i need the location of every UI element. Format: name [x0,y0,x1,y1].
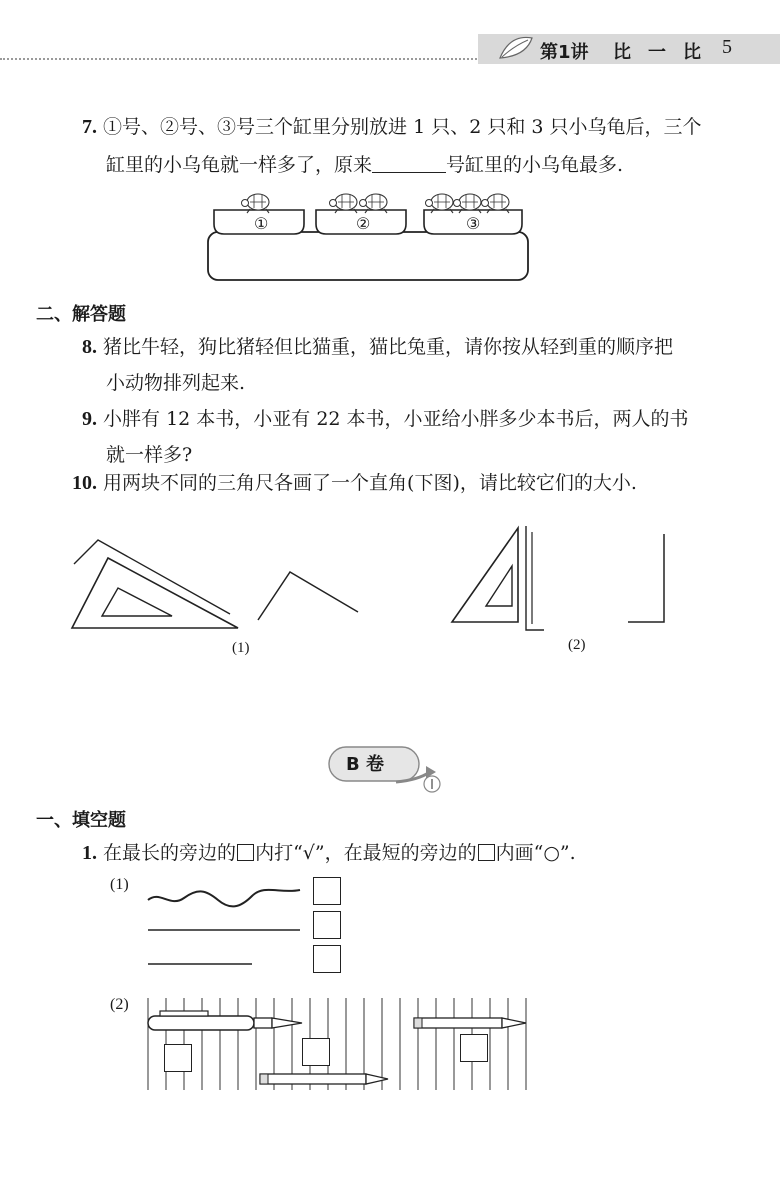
b-q1-line-1 [82,836,576,870]
q8-line-2: 小动物排列起来. [106,372,246,394]
sub-question-2-label: (2) [110,996,129,1013]
turtle-tanks-figure [200,188,540,284]
b-q1-number: 1. [82,842,97,864]
q7-line-1 [82,110,702,144]
chapter-label: 第1讲 [540,42,589,63]
q7-line-2 [106,148,623,182]
q7-text-1: ①号、②号、③号三个缸里分别放进 1 只、2 只和 3 只小乌龟后，三个 [103,116,702,138]
q10-text-1: 用两块不同的三角尺各画了一个直角(下图)，请比较它们的大小. [103,472,637,494]
q9-line-1 [82,402,689,436]
section-2-title: 二、解答题 [36,304,126,325]
answer-box-middle[interactable] [313,911,341,939]
square-symbol [478,844,495,861]
page-number: 5 [722,36,732,58]
chapter-title-char-3: 比 [683,42,701,63]
b-q1-text-c: 内画“○”. [495,842,576,864]
q9-number: 9. [82,408,97,430]
answer-box-pen[interactable] [164,1044,192,1072]
answer-box-wavy[interactable] [313,877,341,905]
b-q1-text-a: 在最长的旁边的 [103,842,237,864]
q7-answer-blank[interactable] [372,152,446,173]
part-b-badge-graphic [326,742,450,794]
q8-text-1: 猪比牛轻，狗比猪轻但比猫重，猫比兔重，请你按从轻到重的顺序把 [103,336,674,358]
figure-caption-2: (2) [568,637,586,653]
chapter-title-char-1: 比 [613,42,631,63]
q9-line-2: 就一样多? [106,444,193,466]
square-symbol [237,844,254,861]
set-square-figure-2 [440,520,680,640]
q10-number: 10. [72,472,97,494]
q10-line-1 [72,466,637,500]
q7-text-2a: 缸里的小乌龟就一样多了，原来 [106,154,373,176]
q7-text-2b: 号缸里的小乌龟最多. [446,154,624,176]
sub-question-1-label: (1) [110,876,129,893]
answer-box-lower-pencil[interactable] [302,1038,330,1066]
tank-label-2: ② [356,214,371,233]
q8-number: 8. [82,336,97,358]
tank-label-1: ① [254,214,269,233]
set-square-figure-1 [60,530,380,640]
q8-line-1 [82,330,673,364]
part-b-badge: B 卷 [346,754,384,775]
figure-caption-1: (1) [232,640,250,656]
answer-box-upper-pencil[interactable] [460,1034,488,1062]
answer-box-short[interactable] [313,945,341,973]
section-1-title: 一、填空题 [36,810,126,831]
leaf-icon [496,30,536,64]
chapter-title-char-2: 一 [648,42,666,63]
line-comparison-figure [140,872,310,972]
b-q1-text-b: 内打“√”，在最短的旁边的 [255,842,477,864]
q7-number: 7. [82,116,97,138]
q9-text-1: 小胖有 12 本书，小亚有 22 本书，小亚给小胖多少本书后，两人的书 [103,408,689,430]
tank-label-3: ③ [466,214,481,233]
